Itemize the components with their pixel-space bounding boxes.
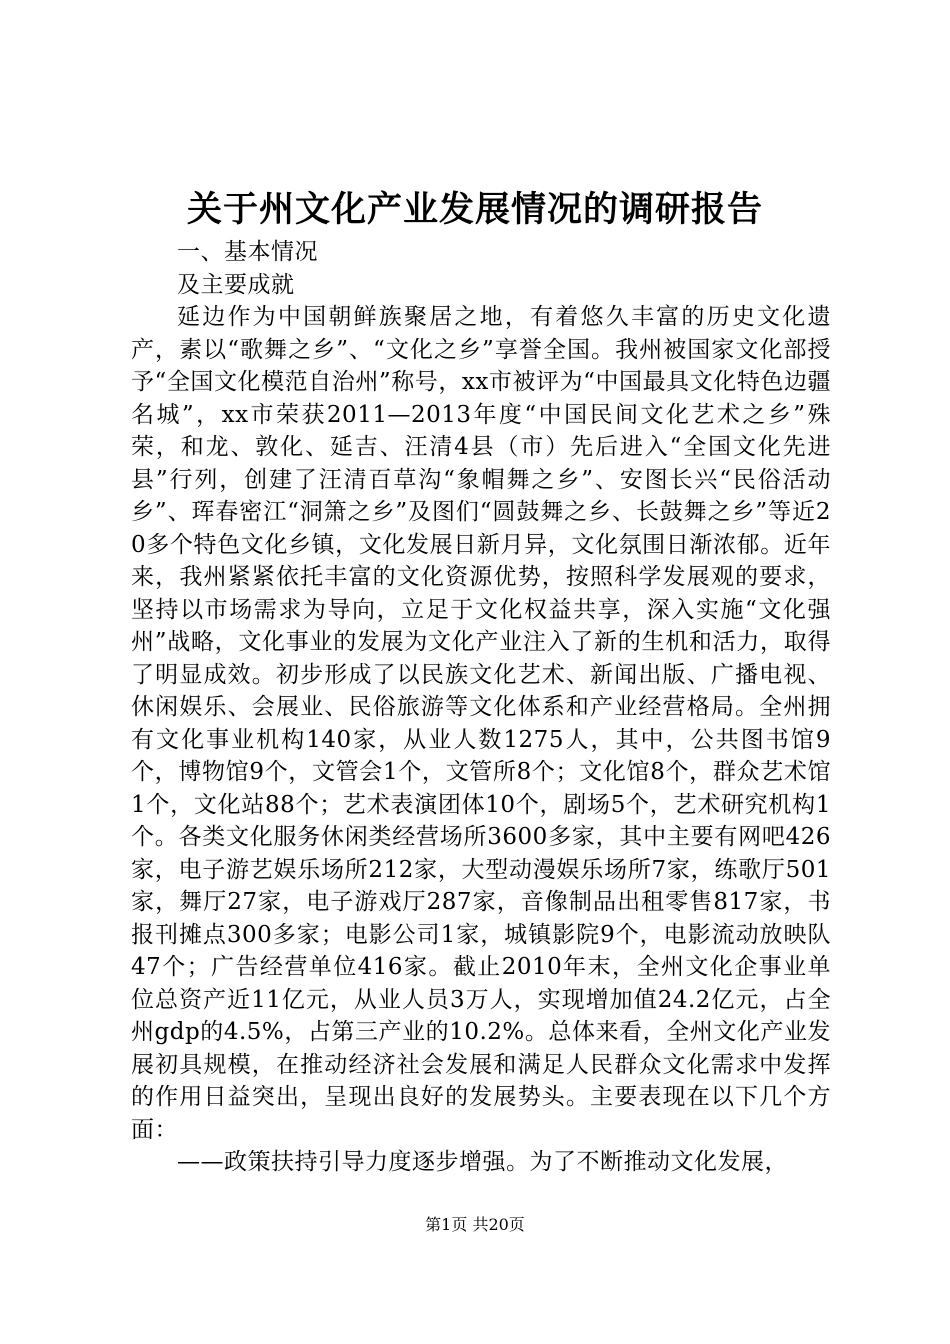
page-number-footer: 第1页 共20页	[425, 1215, 525, 1234]
document-body	[131, 236, 831, 1179]
section-heading: 一、基本情况	[177, 239, 318, 265]
section-subheading: 及主要成就	[177, 271, 295, 298]
document-title: 关于州文化产业发展情况的调研报告	[186, 189, 763, 230]
body-paragraph: ——政策扶持引导力度逐步增强。为了不断推动文化发展，	[177, 1149, 788, 1175]
body-paragraph: 延边作为中国朝鲜族聚居之地，有着悠久丰富的历史文化遗产，素以“歌舞之乡”、“文化之乡”享誉全国。我州被国家文化部授予“全国文化模范自治州”称号，xx市被评为“中国最具文化特色边疆名城”，xx市荣获2011—2013年度“中国民间文化艺术之乡”殊荣，和龙、敦化、延吉、汪清4县（市）先后进入“全国文化先进县”行列，创建了汪清百草沟“象帽舞之乡”、安图长兴“民俗活动乡”、珲春密江“洞箫之乡”及图们“圆鼓舞之乡、长鼓舞之乡”等近20多个特色文化乡镇，文化发展日新月异，文化氛围日渐浓郁。近年来，我州紧紧依托丰富的文化资源优势，按照科学发展观的要求，坚持以市场需求为导向，立足于文化权益共享，深入实施“文化强州”战略，文化事业的发展为文化产业注入了新的生机和活力，取得了明显成效。初步形成了以民族文化艺术、新闻出版、广播电视、休闲娱乐、会展业、民俗旅游等文化体系和产业经营格局。全州拥有文化事业机构140家，从业人数1275人，其中，公共图书馆9个，博物馆9个，文管会1个，文管所8个；文化馆8个，群众艺术馆1个，文化站88个；艺术表演团体10个，剧场5个，艺术研究机构1个。各类文化服务休闲类经营场所3600多家，其中主要有网吧426家，电子游艺娱乐场所212家，大型动漫娱乐场所7家，练歌厅501家，舞厅27家，电子游戏厅287家，音像制品出租零售817家，书报刊摊点300多家；电影公司1家，城镇影院9个，电影流动放映队47个；广告经营单位416家。截止2010年末，全州文化企事业单位总资产近11亿元，从业人员3万人，实现增加值24.2亿元，占全州gdp的4.5%，占第三产业的10.2%。总体来看，全州文化产业发展初具规模，在推动经济社会发展和满足人民群众文化需求中发挥的作用日益突出，呈现出良好的发展势头。主要表现在以下几个方面：	[131, 304, 831, 1143]
